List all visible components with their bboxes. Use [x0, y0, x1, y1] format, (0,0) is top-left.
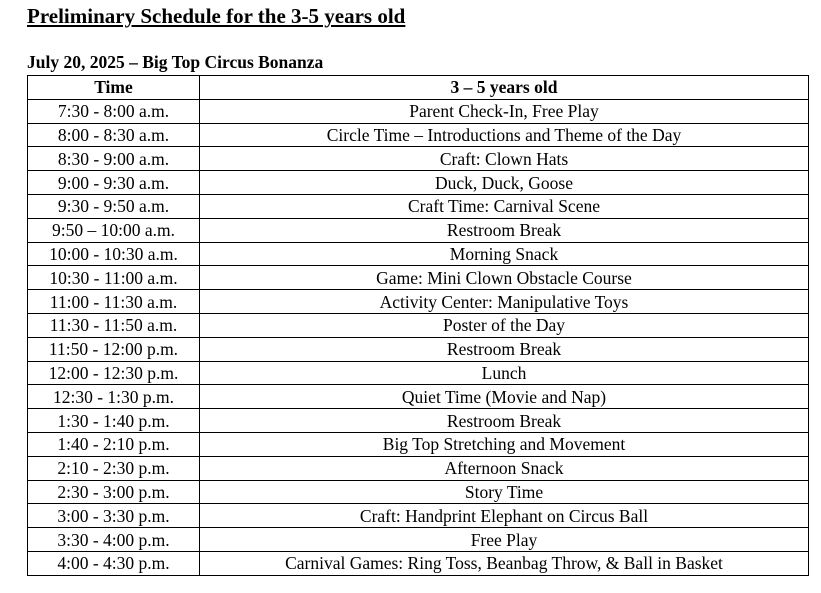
table-row — [28, 337, 809, 361]
time-cell: 12:00 - 12:30 p.m. — [28, 361, 200, 385]
activity-cell: Restroom Break — [200, 337, 809, 361]
time-cell: 9:30 - 9:50 a.m. — [28, 194, 200, 218]
time-cell: 1:30 - 1:40 p.m. — [28, 409, 200, 433]
time-cell: 9:00 - 9:30 a.m. — [28, 171, 200, 195]
table-row — [28, 409, 809, 433]
time-cell: 8:30 - 9:00 a.m. — [28, 147, 200, 171]
page-title: Preliminary Schedule for the 3-5 years old — [27, 4, 406, 28]
table-row — [28, 242, 809, 266]
time-cell: 7:30 - 8:00 a.m. — [28, 99, 200, 123]
time-cell: 10:30 - 11:00 a.m. — [28, 266, 200, 290]
activity-cell: Circle Time – Introductions and Theme of the Day — [200, 123, 809, 147]
time-cell: 8:00 - 8:30 a.m. — [28, 123, 200, 147]
time-cell: 11:00 - 11:30 a.m. — [28, 290, 200, 314]
time-cell: 2:30 - 3:00 p.m. — [28, 480, 200, 504]
activity-cell: Free Play — [200, 528, 809, 552]
activity-cell: Story Time — [200, 480, 809, 504]
table-row — [28, 99, 809, 123]
table-row — [28, 123, 809, 147]
activity-cell: Craft Time: Carnival Scene — [200, 194, 809, 218]
activity-cell: Quiet Time (Movie and Nap) — [200, 385, 809, 409]
activity-cell: Restroom Break — [200, 409, 809, 433]
time-cell: 4:00 - 4:30 p.m. — [28, 551, 200, 575]
table-row — [28, 385, 809, 409]
table-row — [28, 480, 809, 504]
table-row — [28, 361, 809, 385]
time-column-header: Time — [28, 76, 200, 100]
activity-cell: Activity Center: Manipulative Toys — [200, 290, 809, 314]
activity-cell: Parent Check-In, Free Play — [200, 99, 809, 123]
table-row — [28, 194, 809, 218]
schedule-table — [27, 75, 809, 576]
time-cell: 1:40 - 2:10 p.m. — [28, 432, 200, 456]
time-cell: 10:00 - 10:30 a.m. — [28, 242, 200, 266]
time-cell: 2:10 - 2:30 p.m. — [28, 456, 200, 480]
activity-cell: Carnival Games: Ring Toss, Beanbag Throw, & Ball in Basket — [200, 551, 809, 575]
activity-cell: Craft: Handprint Elephant on Circus Ball — [200, 504, 809, 528]
time-cell: 11:50 - 12:00 p.m. — [28, 337, 200, 361]
table-row — [28, 456, 809, 480]
table-row — [28, 171, 809, 195]
activity-cell: Morning Snack — [200, 242, 809, 266]
table-row — [28, 504, 809, 528]
activity-cell: Poster of the Day — [200, 313, 809, 337]
activity-cell: Big Top Stretching and Movement — [200, 432, 809, 456]
time-cell: 3:00 - 3:30 p.m. — [28, 504, 200, 528]
activity-cell: Duck, Duck, Goose — [200, 171, 809, 195]
time-cell: 3:30 - 4:00 p.m. — [28, 528, 200, 552]
table-row — [28, 551, 809, 575]
table-row — [28, 432, 809, 456]
table-row — [28, 290, 809, 314]
header-row — [28, 76, 809, 100]
table-row — [28, 147, 809, 171]
activity-cell: Lunch — [200, 361, 809, 385]
activity-column-header: 3 – 5 years old — [200, 76, 809, 100]
table-row — [28, 528, 809, 552]
event-heading: July 20, 2025 – Big Top Circus Bonanza — [27, 52, 324, 72]
table-row — [28, 313, 809, 337]
table-row — [28, 266, 809, 290]
activity-cell: Afternoon Snack — [200, 456, 809, 480]
time-cell: 9:50 – 10:00 a.m. — [28, 218, 200, 242]
activity-cell: Craft: Clown Hats — [200, 147, 809, 171]
activity-cell: Restroom Break — [200, 218, 809, 242]
activity-cell: Game: Mini Clown Obstacle Course — [200, 266, 809, 290]
table-row — [28, 218, 809, 242]
time-cell: 12:30 - 1:30 p.m. — [28, 385, 200, 409]
time-cell: 11:30 - 11:50 a.m. — [28, 313, 200, 337]
